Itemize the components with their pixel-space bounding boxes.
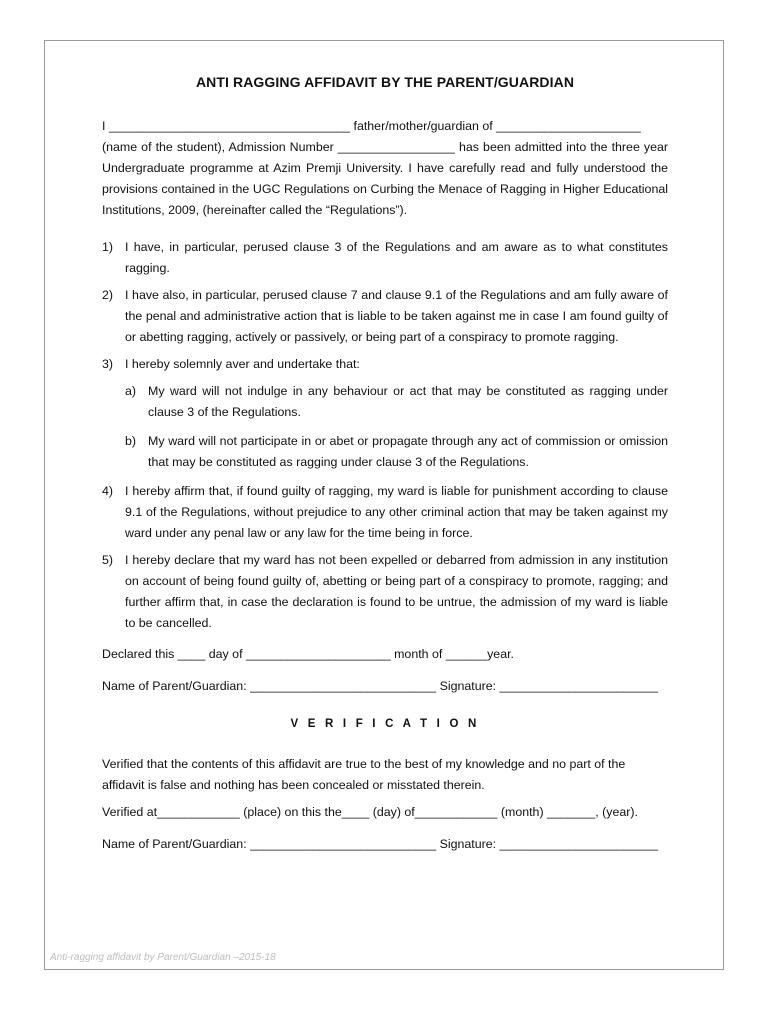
clause-4 xyxy=(102,481,668,544)
declared-line: Declared this ____ day of _____________________ month of ______year. xyxy=(102,647,514,661)
clause-text: I hereby solemnly aver and undertake that: xyxy=(125,357,360,371)
clause-3 xyxy=(102,354,668,473)
subclause-a xyxy=(125,381,668,423)
subclause-b xyxy=(125,431,668,473)
subclause-list xyxy=(125,381,668,473)
clause-2 xyxy=(102,285,668,348)
page-footer: Anti-ragging affidavit by Parent/Guardian –2015-18 xyxy=(50,952,276,963)
intro-paragraph: (name of the student), Admission Number _________________ has been admitted into the three year Undergraduate programme at Azim Premji University. I have carefully read and fully understood the provisions contained in the UGC Regulations on Curbing the Menace of Ragging in Higher Educational Institutions, 2009, (hereinafter called the “Regulations”). xyxy=(102,140,668,217)
clause-text: I hereby affirm that, if found guilty of ragging, my ward is liable for punishment according to clause 9.1 of the Regulations, without prejudice to any other criminal action that may be taken against my ward under any penal law or any law for the time being in force. xyxy=(125,484,668,540)
clause-marker: 1) xyxy=(102,240,114,254)
subclause-marker: a) xyxy=(125,384,137,398)
clause-text: I have, in particular, perused clause 3 of the Regulations and am aware as to what constitutes ragging. xyxy=(125,240,668,275)
clause-5 xyxy=(102,550,668,634)
affidavit-body xyxy=(102,72,668,855)
subclause-text: My ward will not participate in or abet or propagate through any act of commission or omission that may be constituted as ragging under clause 3 of the Regulations. xyxy=(148,434,668,469)
parent-signature-line: Name of Parent/Guardian: ___________________________ Signature: _______________________ xyxy=(102,679,658,693)
verified-at-line: Verified at____________ (place) on this the____ (day) of____________ (month) _______, (year). xyxy=(102,805,638,819)
subclause-marker: b) xyxy=(125,434,137,448)
clause-list xyxy=(102,237,668,634)
intro-line: I ___________________________________ father/mother/guardian of _____________________ xyxy=(102,119,641,133)
verification-statement: Verified that the contents of this affidavit are true to the best of my knowledge and no part of the affidavit is false and nothing has been concealed or misstated therein. xyxy=(102,757,626,792)
clause-marker: 3) xyxy=(102,357,114,371)
clause-marker: 4) xyxy=(102,484,114,498)
subclause-text: My ward will not indulge in any behaviour or act that may be constituted as ragging under clause 3 of the Regulations. xyxy=(148,384,668,419)
parent-signature-line-verification: Name of Parent/Guardian: ___________________________ Signature: _______________________ xyxy=(102,837,658,851)
document-title: ANTI RAGGING AFFIDAVIT BY THE PARENT/GUARDIAN xyxy=(195,74,575,90)
clause-text: I have also, in particular, perused clause 7 and clause 9.1 of the Regulations and am fully aware of the penal and administrative action that is liable to be taken against me in case I am found guilty of or abetting ragging, actively or passively, or being part of a conspiracy to promote ragging. xyxy=(125,288,668,344)
clause-1 xyxy=(102,237,668,279)
clause-marker: 2) xyxy=(102,288,114,302)
verification-heading: V E R I F I C A T I O N xyxy=(290,718,480,730)
clause-marker: 5) xyxy=(102,553,114,567)
clause-text: I hereby declare that my ward has not been expelled or debarred from admission in any institution on account of being found guilty of, abetting or being part of a conspiracy to promote, ragging; and further affirm that, in case the declaration is found to be untrue, the admission of my ward is liable to be cancelled. xyxy=(125,553,668,630)
